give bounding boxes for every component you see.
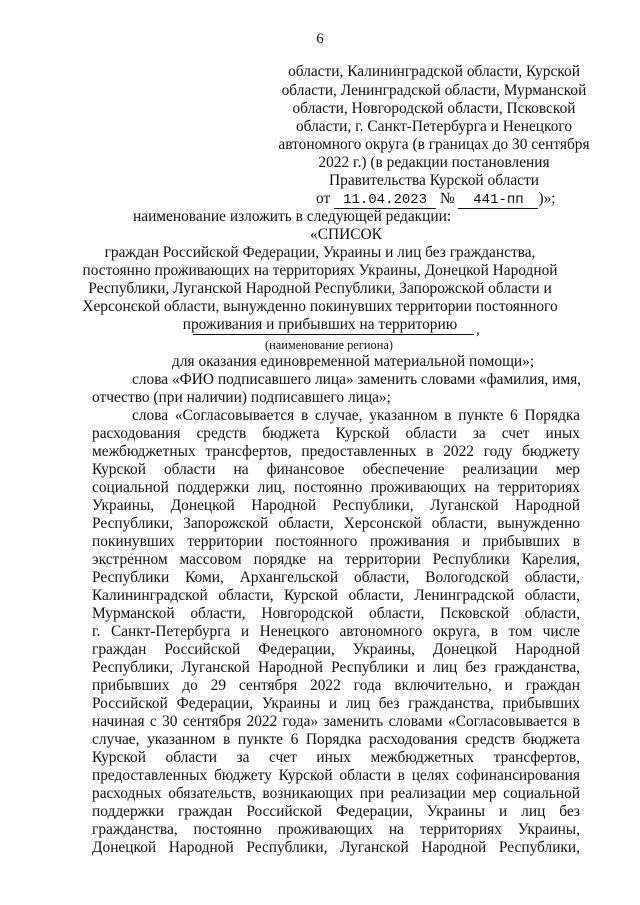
for-assistance-line: для оказания единовременной материальной помощи»; [172, 353, 535, 370]
ref-date: 11.04.2023 [334, 192, 436, 209]
main-line-7: Республики, Запорожской области, Херсонской области, вынужденно [92, 515, 580, 532]
words-fio-line-1: слова «ФИО подписавшего лица» заменить словами «фамилия, имя, [132, 371, 582, 388]
list-line-4: Херсонской области, вынужденно покинувших территории постоянного [82, 298, 558, 315]
main-line-5: социальной поддержки лиц, постоянно проживающих на территориях [92, 479, 580, 496]
main-line-25: Донецкой Народной Республики, Луганской Народной Республики, [92, 839, 580, 856]
main-line-8: покинувших территории постоянного проживания и прибывших в [92, 533, 580, 550]
main-line-15: Республики, Луганской Народной Республики и лиц без гражданства, [92, 659, 580, 676]
words-fio-line-2: отчество (при наличии) подписавшего лица»; [92, 389, 391, 406]
ref-prefix: от [316, 190, 331, 207]
main-line-4: Курской области на финансовое обеспечение реализации мер [92, 461, 580, 478]
region-caption: (наименование региона) [265, 338, 393, 352]
main-line-24: гражданства, постоянно проживающих на территориях Украины, [92, 821, 580, 838]
main-line-20: Курской области за счет иных межбюджетных трансфертов, [92, 749, 580, 766]
main-line-10: Республики Коми, Архангельской области, Вологодской области, [92, 569, 580, 586]
main-line-16: прибывших до 29 сентября 2022 года включительно, и граждан [92, 677, 580, 694]
main-line-13: г. Санкт-Петербурга и Ненецкого автономного округа, в том числе [92, 623, 580, 640]
naming-instruction: наименование изложить в следующей редакции: [133, 208, 452, 225]
main-line-3: межбюджетных трансфертов, предоставленных в 2022 году бюджету [92, 443, 580, 460]
main-line-6: Украины, Донецкой Народной Республики, Луганской Народной [92, 497, 580, 514]
list-line-2: постоянно проживающих на территориях Украины, Донецкой Народной [82, 262, 558, 279]
list-line-5: проживания и прибывших на территорию [182, 316, 458, 333]
ref-suffix: )»; [538, 190, 556, 207]
ref-number: 441-пп [458, 192, 538, 209]
header-line-6: 2022 г.) (в редакции постановления [318, 154, 550, 171]
header-line-7: Правительства Курской области [329, 172, 539, 189]
page-number: 6 [316, 31, 324, 47]
main-line-2: расходования средств бюджета Курской области за счет иных [92, 425, 580, 442]
header-line-4: области, г. Санкт-Петербурга и Ненецкого [295, 118, 573, 135]
main-line-11: Калининградской области, Курской области, Ленинградской области, [92, 587, 580, 604]
main-line-23: поддержки граждан Российской Федерации, Украины и лиц без [92, 803, 580, 820]
main-line-22: расходных обязательств, возникающих при реализации мер социальной [92, 785, 580, 802]
main-line-18: начиная с 30 сентября 2022 года» заменить словами «Согласовывается в [92, 713, 580, 730]
main-line-9: экстренном массовом порядке на территории Республики Карелия, [92, 551, 580, 568]
main-line-19: случае, указанном в пункте 6 Порядка расходования средств бюджета [92, 731, 580, 748]
list-line-1: граждан Российской Федерации, Украины и лиц без гражданства, [104, 244, 536, 261]
main-line-12: Мурманской области, Новгородской области, Псковской области, [92, 605, 580, 622]
region-blank-comma: , [476, 322, 480, 338]
main-line-21: предоставленных бюджету Курской области в целях софинансирования [92, 767, 580, 784]
ref-number-sign: № [439, 190, 455, 207]
resolution-reference [316, 190, 556, 209]
main-line-17: Российской Федерации, Украины и лиц без гражданства, прибывших [92, 695, 580, 712]
list-line-3: Республики, Луганской Народной Республики, Запорожской области и [88, 280, 552, 297]
header-line-5: автономного округа (в границах до 30 сентября [278, 136, 590, 153]
main-line-14: граждан Российской Федерации, Украины, Донецкой Народной [92, 641, 580, 658]
header-line-2: области, Ленинградской области, Мурманской [281, 82, 587, 99]
main-line-1: слова «Согласовывается в случае, указанном в пункте 6 Порядка [132, 407, 580, 424]
header-line-1: области, Калининградской области, Курской [288, 63, 580, 80]
header-line-3: области, Новгородской области, Псковской [292, 100, 576, 117]
region-blank-line [193, 334, 474, 335]
list-title: «СПИСОК [310, 226, 382, 243]
